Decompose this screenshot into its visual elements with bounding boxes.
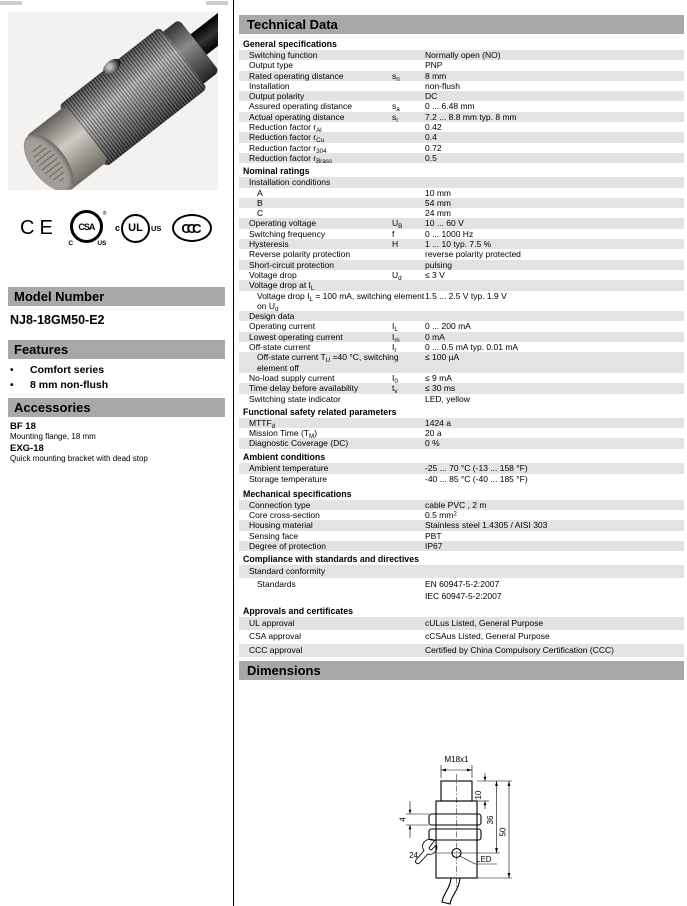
- spec-label: Voltage drop: [249, 269, 297, 280]
- dim-4-label: 4: [398, 817, 408, 822]
- spec-row: [239, 463, 684, 475]
- spec-row: [239, 500, 684, 510]
- spec-label: Installation: [249, 80, 290, 91]
- spec-label: Installation conditions: [249, 177, 331, 188]
- spec-value: 0 mA: [425, 331, 445, 342]
- spec-section-header: Compliance with standards and directives: [243, 554, 419, 565]
- spec-symbol: [392, 208, 425, 218]
- spec-label: Switching frequency: [249, 228, 326, 239]
- spec-row: [239, 565, 684, 578]
- ul-circle: UL: [121, 214, 150, 243]
- feature-item: [10, 363, 220, 378]
- accessory-name: BF 18: [10, 421, 36, 432]
- features-header: Features: [8, 340, 225, 359]
- spec-row: [239, 177, 684, 187]
- ul-us: US: [150, 223, 162, 233]
- spec-symbol: [392, 438, 425, 448]
- spec-value: 0.42: [425, 122, 442, 133]
- spec-row: [239, 198, 684, 208]
- spec-value: ≤ 30 ms: [425, 383, 456, 394]
- spec-row: [239, 474, 684, 486]
- spec-value: -25 ... 70 °C (-13 ... 158 °F): [425, 462, 528, 473]
- spec-symbol: [392, 428, 425, 438]
- spec-symbol: f: [392, 228, 395, 239]
- spec-value: IP67: [425, 540, 443, 551]
- spec-value: ≤ 9 mA: [425, 372, 452, 383]
- spec-symbol: [392, 188, 425, 198]
- nut: [429, 829, 481, 840]
- spec-row: [239, 373, 684, 383]
- accessory-name: EXG-18: [10, 443, 44, 454]
- sensor-image: [8, 12, 218, 190]
- spec-row: [239, 188, 684, 198]
- accessories-header: Accessories: [8, 398, 225, 417]
- spec-symbol: $I_m$: [392, 331, 400, 344]
- spec-symbol: [392, 474, 425, 486]
- bullet-icon: •: [10, 365, 14, 376]
- spec-label: Operating voltage: [249, 218, 317, 229]
- spec-value: 0 ... 200 mA: [425, 321, 471, 332]
- spec-value: 0.5 $mm^2$: [425, 509, 457, 520]
- spec-label: Design data: [249, 311, 295, 322]
- spec-row: [239, 418, 684, 428]
- spec-label: Reduction factor $r_{304}$: [249, 142, 327, 155]
- spec-symbol: [392, 541, 425, 551]
- spec-value: LED, yellow: [425, 393, 470, 404]
- spec-symbol: [392, 510, 425, 520]
- model-number-value: NJ8-18GM50-E2: [10, 313, 105, 327]
- spec-symbol: $I_r$: [392, 342, 397, 354]
- spec-symbol: [392, 617, 425, 631]
- certification-marks: [8, 210, 224, 246]
- spec-label: Short-circuit protection: [249, 259, 335, 270]
- spec-symbol: $I_0$: [392, 372, 398, 385]
- dim-10-label: 10: [474, 790, 483, 800]
- spec-value: 1.5 ... 2.5 V typ. 1.9 V: [425, 290, 507, 301]
- spec-row: [239, 81, 684, 91]
- spec-symbol: [392, 260, 425, 270]
- spec-label: Switching state indicator: [249, 393, 341, 404]
- spec-label: No-load supply current: [249, 372, 335, 383]
- spec-value: 0 ... 6.48 mm: [425, 101, 475, 112]
- spec-row: [239, 630, 684, 644]
- technical-data-header: Technical Data: [239, 15, 684, 34]
- spec-value: 0.5: [425, 152, 437, 163]
- spec-row: [239, 394, 684, 404]
- spec-row: [239, 342, 684, 352]
- spec-value: ≤ 3 V: [425, 269, 445, 280]
- spec-value: [425, 311, 684, 321]
- spec-value: 0.4: [425, 132, 437, 143]
- spec-value: non-flush: [425, 80, 460, 91]
- spec-label: CSA approval: [249, 631, 301, 642]
- spec-label: Sensing face: [249, 530, 299, 541]
- spec-table: [239, 38, 684, 657]
- spec-symbol: [392, 280, 425, 290]
- spec-value: 10 ... 60 V: [425, 218, 464, 229]
- spec-value: [425, 280, 684, 290]
- spec-row: [239, 153, 684, 163]
- spec-row: [239, 578, 684, 603]
- spec-label: Degree of protection: [249, 540, 327, 551]
- spec-symbol: [392, 500, 425, 510]
- spec-value: 1 ... 10 typ. 7.5 %: [425, 239, 492, 250]
- dimension-drawing: [379, 748, 684, 906]
- spec-label: CCC approval: [249, 644, 303, 655]
- spec-row: [239, 617, 684, 631]
- spec-row: [239, 112, 684, 122]
- spec-label: Switching function: [249, 50, 318, 60]
- spec-label: Lowest operating current: [249, 331, 343, 342]
- spec-section-header: Mechanical specifications: [243, 488, 352, 499]
- spec-row: [239, 352, 684, 373]
- spec-symbol: [392, 578, 425, 603]
- spec-symbol: H: [392, 239, 399, 250]
- spec-value: 0 %: [425, 438, 440, 449]
- spec-row: [239, 229, 684, 239]
- spec-symbol: $s_a$: [392, 101, 400, 114]
- spec-row: [239, 383, 684, 393]
- spec-label: Assured operating distance: [249, 101, 353, 112]
- spec-symbol: [392, 132, 425, 142]
- ul-mark-icon: [115, 214, 161, 243]
- spec-label: Standard conformity: [249, 566, 326, 577]
- feature-label: Comfort series: [30, 364, 105, 376]
- spec-label: Actual operating distance: [249, 111, 345, 122]
- bullet-icon: •: [10, 380, 14, 391]
- spec-section-header: Functional safety related parameters: [243, 406, 397, 417]
- spec-symbol: [392, 249, 425, 259]
- spec-value: EN 60947-5-2:2007 IEC 60947-5-2:2007: [425, 578, 502, 602]
- spec-label: Housing material: [249, 520, 313, 531]
- thread-size-label: M18x1: [444, 755, 469, 765]
- spec-value: ≤ 100 µA: [425, 352, 460, 363]
- spec-row: [239, 122, 684, 132]
- spec-row: [239, 60, 684, 70]
- spec-label: Mission Time $(T_M)$: [249, 428, 318, 440]
- spec-row: [239, 510, 684, 520]
- spec-row: [239, 332, 684, 342]
- wrench-size-label: 24: [409, 851, 418, 861]
- spec-label: Hysteresis: [249, 239, 289, 250]
- spec-row: [239, 531, 684, 541]
- spec-symbol: [392, 91, 425, 101]
- spec-symbol: [392, 143, 425, 153]
- csa-c: C: [68, 240, 74, 247]
- led-label: LED: [476, 855, 492, 865]
- ce-mark-icon: CE: [20, 216, 58, 239]
- spec-symbol: [392, 565, 425, 578]
- spec-section: [239, 488, 684, 551]
- spec-symbol: [392, 463, 425, 475]
- dim-36-label: 36: [486, 815, 495, 825]
- spec-value: 8 mm: [425, 70, 447, 81]
- spec-section: [239, 605, 684, 658]
- spec-label: Rated operating distance: [249, 70, 344, 81]
- spec-section: [239, 38, 684, 163]
- spec-value: cULus Listed, General Purpose: [425, 617, 544, 628]
- spec-symbol: [392, 122, 425, 132]
- spec-value: 0 ... 0.5 mA typ. 0.01 mA: [425, 342, 519, 353]
- spec-label: Reverse polarity protection: [249, 249, 351, 260]
- spec-value: [425, 565, 684, 578]
- spec-value: 0.72: [425, 142, 442, 153]
- spec-symbol: [392, 60, 425, 70]
- spec-value: PBT: [425, 530, 442, 541]
- spec-symbol: [392, 394, 425, 404]
- spec-row: [239, 143, 684, 153]
- spec-value: Normally open (NO): [425, 50, 501, 60]
- wrench-icon: [415, 839, 436, 863]
- spec-value: 24 mm: [425, 208, 451, 219]
- spec-symbol: [392, 644, 425, 658]
- spec-value: 0 ... 1000 Hz: [425, 228, 474, 239]
- spec-section: [239, 553, 684, 603]
- spec-row: [239, 541, 684, 551]
- spec-row: [239, 218, 684, 231]
- spec-value: PNP: [425, 60, 443, 71]
- spec-row: [239, 132, 684, 145]
- spec-value: Stainless steel 1.4305 / AISI 303: [425, 520, 548, 531]
- column-divider: [233, 0, 234, 906]
- dim-50-label: 50: [498, 827, 508, 837]
- spec-label: B: [257, 197, 263, 208]
- accessory-description: Quick mounting bracket with dead stop: [10, 454, 148, 463]
- spec-symbol: [392, 198, 425, 208]
- spec-value: 1424 a: [425, 417, 451, 428]
- spec-symbol: $t_v$: [392, 383, 398, 395]
- feature-label: 8 mm non-flush: [30, 379, 109, 391]
- spec-value: 20 a: [425, 428, 442, 439]
- spec-value: 10 mm: [425, 187, 451, 198]
- spec-row: [239, 644, 684, 658]
- spec-row: [239, 321, 684, 334]
- main-column: [239, 0, 684, 906]
- spec-value: Certified by China Compulsory Certification (CCC): [425, 644, 614, 655]
- dimensions-header: Dimensions: [239, 661, 684, 680]
- spec-value: 7.2 ... 8.8 mm typ. 8 mm: [425, 111, 517, 122]
- accessories-list: [10, 419, 222, 463]
- csa-circle: CSA: [70, 210, 103, 243]
- spec-symbol: [392, 153, 425, 163]
- csa-reg: ®: [102, 211, 107, 217]
- spec-value: 54 mm: [425, 197, 451, 208]
- spec-row: [239, 239, 684, 249]
- spec-section-header: General specifications: [243, 39, 337, 49]
- ccc-mark-icon: CCC: [172, 214, 212, 242]
- spec-label: Operating current: [249, 321, 316, 332]
- model-number-header: Model Number: [8, 287, 225, 306]
- spec-row: [239, 101, 684, 114]
- spec-label: Reduction factor $r_{Cu}$: [249, 132, 325, 145]
- spec-symbol: $I_L$: [392, 321, 398, 334]
- ul-c: c: [114, 223, 120, 233]
- spec-row: [239, 71, 684, 81]
- spec-row: [239, 311, 684, 321]
- spec-row: [239, 438, 684, 448]
- spec-row: [239, 428, 684, 438]
- spec-section: [239, 451, 684, 486]
- spec-section: [239, 406, 684, 449]
- spec-section-header: Nominal ratings: [243, 166, 310, 177]
- spec-value: DC: [425, 91, 438, 102]
- spec-label: $MTTF_d$: [249, 417, 276, 430]
- spec-row: [239, 260, 684, 270]
- spec-symbol: $s_r$: [392, 111, 399, 124]
- spec-label: Connection type: [249, 499, 311, 510]
- spec-symbol: $s_n$: [392, 70, 400, 83]
- spec-value: reverse polarity protected: [425, 249, 521, 260]
- spec-row: [239, 270, 684, 280]
- cable-outline: [442, 878, 460, 904]
- spec-label: UL approval: [249, 617, 295, 628]
- spec-symbol: [392, 418, 425, 428]
- product-photo: [8, 12, 218, 190]
- spec-symbol: $U_B$: [392, 218, 403, 231]
- spec-symbol: $U_d$: [392, 269, 402, 282]
- spec-label: Reduction factor $r_{Al}$: [249, 122, 322, 134]
- spec-symbol: [392, 81, 425, 91]
- spec-label: Off-state current: [249, 342, 311, 353]
- spec-row: [239, 249, 684, 259]
- spec-section-header: Approvals and certificates: [243, 605, 353, 616]
- spec-symbol: [392, 630, 425, 644]
- csa-us: US: [97, 240, 107, 247]
- spec-label: Output type: [249, 60, 293, 71]
- sidebar: [0, 0, 233, 906]
- spec-label: Standards: [257, 578, 296, 589]
- csa-mark-icon: [68, 210, 107, 247]
- spec-value: cable PVC , 2 m: [425, 499, 487, 510]
- spec-row: [239, 280, 684, 293]
- spec-label: Voltage drop at $I_L$: [249, 280, 315, 293]
- spec-row: [239, 208, 684, 218]
- spec-label: Time delay before availability: [249, 383, 359, 394]
- spec-value: -40 ... 85 °C (-40 ... 185 °F): [425, 474, 528, 485]
- spec-symbol: [392, 177, 425, 187]
- spec-label: C: [257, 208, 264, 219]
- feature-item: [10, 378, 220, 393]
- feature-list: [10, 363, 220, 393]
- spec-label: Reduction factor $r_{Brass}$: [249, 152, 333, 165]
- spec-symbol: [392, 531, 425, 541]
- spec-label: Storage temperature: [249, 474, 327, 485]
- spec-value: [425, 177, 684, 187]
- spec-row: [239, 291, 684, 312]
- spec-label: A: [257, 187, 263, 198]
- spec-symbol: [392, 50, 425, 60]
- spec-row: [239, 520, 684, 530]
- spec-label: Off-state current $T_U =40$ °C, switching element off: [257, 352, 399, 373]
- spec-section: [239, 165, 684, 404]
- washer: [429, 814, 481, 825]
- spec-row: [239, 91, 684, 101]
- spec-value: pulsing: [425, 259, 452, 270]
- spec-label: Diagnostic Coverage (DC): [249, 438, 349, 449]
- spec-symbol: [392, 520, 425, 530]
- spec-label: Voltage drop $I_L = 100$ mA, switching element on $U_d$: [257, 290, 425, 313]
- accessory-description: Mounting flange, 18 mm: [10, 432, 96, 441]
- spec-row: [239, 50, 684, 60]
- spec-section-header: Ambient conditions: [243, 451, 326, 462]
- spec-label: Output polarity: [249, 91, 305, 102]
- spec-value: cCSAus Listed, General Purpose: [425, 631, 550, 642]
- spec-label: Core cross-section: [249, 509, 320, 520]
- spec-label: Ambient temperature: [249, 462, 329, 473]
- spec-symbol: [392, 311, 425, 321]
